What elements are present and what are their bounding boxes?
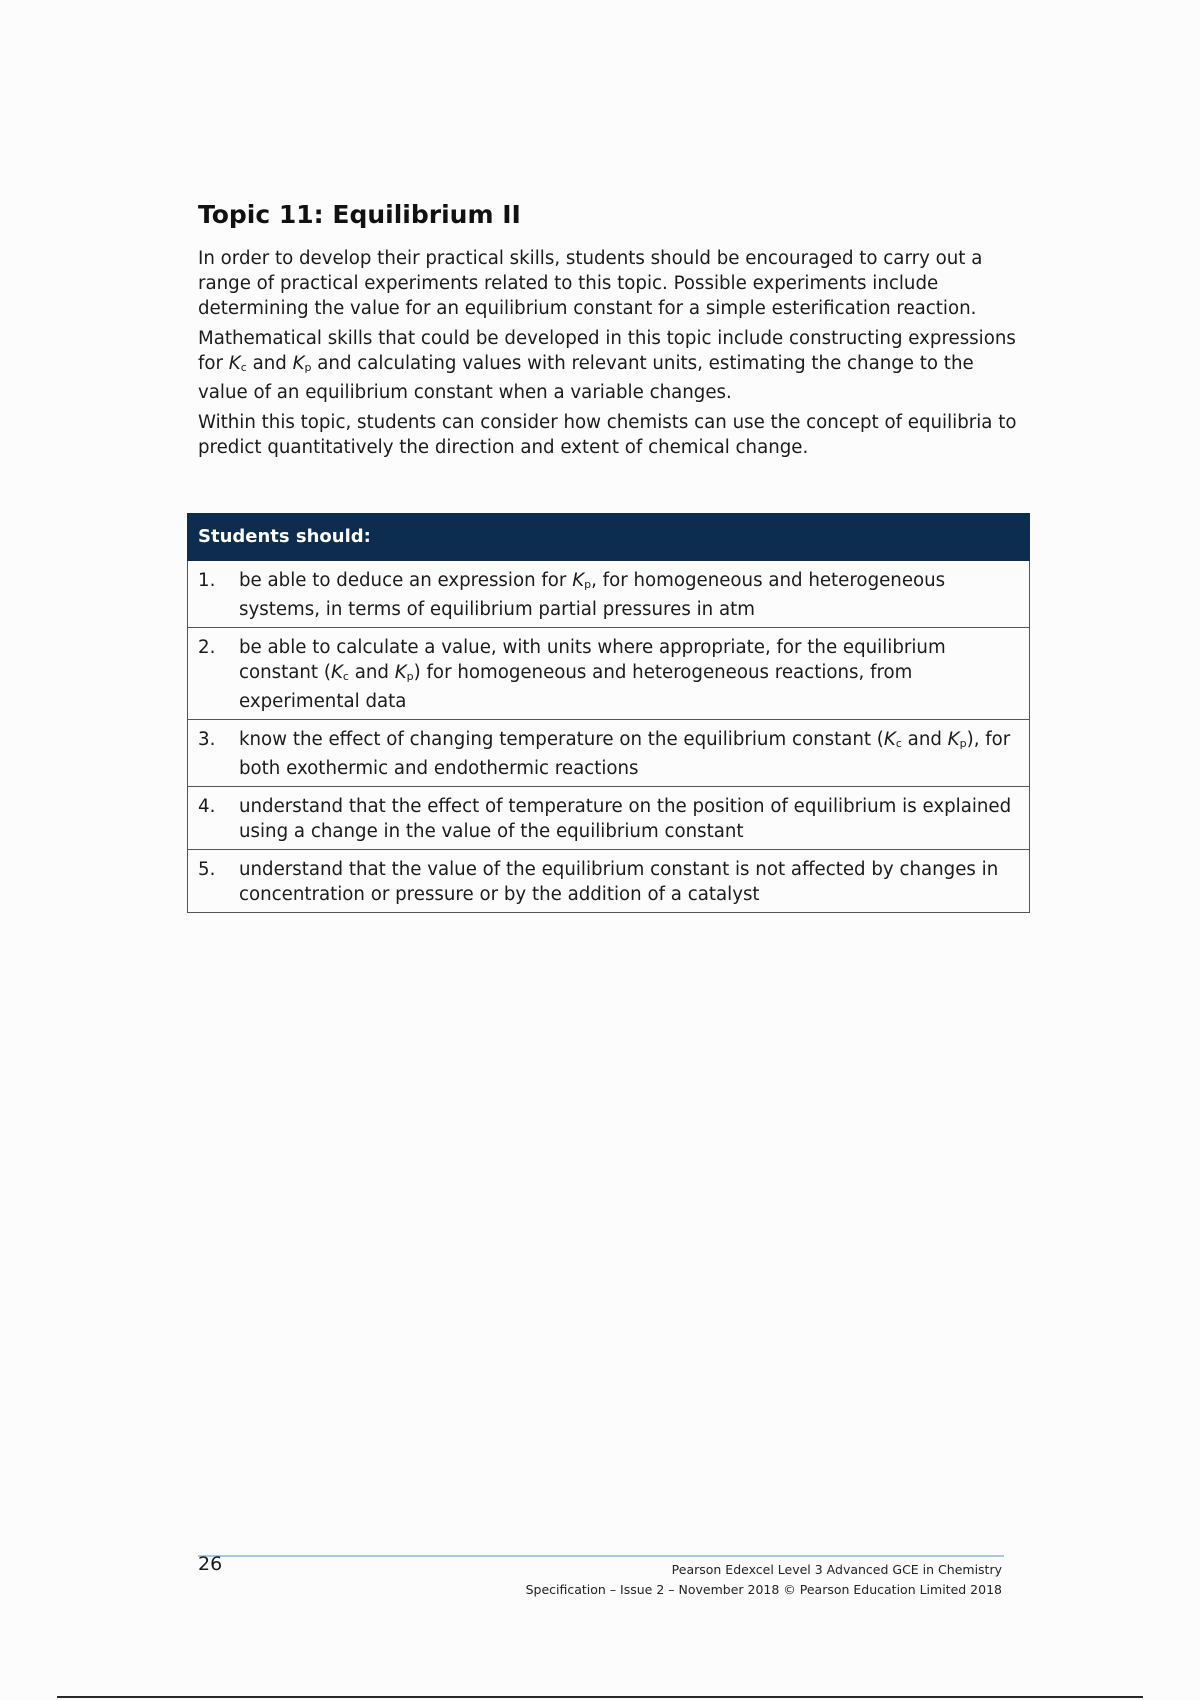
equilibrium-constant-symbol (948, 729, 967, 750)
intro-text (198, 246, 1018, 465)
kc-symbol (229, 353, 247, 374)
row-text (239, 727, 1019, 781)
equilibrium-constant-symbol (572, 570, 591, 591)
row-number: 2. (198, 637, 216, 658)
row-content (198, 727, 1019, 781)
kc-letter: K (228, 353, 241, 374)
row-text-segment: , for homogeneous and heterogeneous systems, in terms of equilibrium partial pressures in atm (239, 570, 946, 620)
footer-divider (198, 1555, 1004, 1557)
constant-subscript: c (342, 670, 349, 683)
footer-text (526, 1560, 1002, 1600)
intro-paragraph-mathematical (198, 326, 1018, 405)
constant-letter: K (572, 570, 585, 591)
constant-letter: K (947, 729, 960, 750)
intro-paragraph-concept: Within this topic, students can consider how chemists can use the concept of equilibria to predict quantitatively the direction and extent of chemical change. (198, 412, 1017, 458)
table-row (188, 787, 1030, 850)
constant-subscript: c (895, 737, 902, 750)
row-number: 4. (198, 796, 216, 817)
row-text-segment: and (901, 729, 948, 750)
bottom-rule (57, 1696, 1143, 1698)
row-content (198, 635, 1019, 714)
kp-symbol (293, 353, 312, 374)
footer-line-2: Specification – Issue 2 – November 2018 © Pearson Education Limited 2018 (525, 1582, 1002, 1597)
row-text (239, 568, 1019, 622)
equilibrium-constant-symbol (331, 662, 349, 683)
constant-letter: K (394, 662, 407, 683)
table-cell (188, 720, 1030, 787)
table-row (188, 850, 1030, 913)
row-text-segment: ) for homogeneous and heterogeneous reactions, from experimental data (239, 662, 913, 712)
intro-p2-text-b: and (246, 353, 293, 374)
table-row (188, 561, 1030, 628)
row-text-segment: be able to deduce an expression for (239, 570, 573, 591)
row-text-segment: know the effect of changing temperature on the equilibrium constant ( (239, 729, 884, 750)
page-title: Topic 11: Equilibrium II (198, 200, 521, 229)
row-number: 1. (198, 570, 216, 591)
intro-p2-text-a: Mathematical skills that could be developed in this topic include constructing expressions for (198, 328, 1016, 374)
row-number: 3. (198, 729, 216, 750)
constant-letter: K (330, 662, 343, 683)
kc-subscript: c (240, 361, 247, 374)
constant-subscript: p (584, 578, 592, 591)
row-content (198, 794, 1019, 844)
page-number: 26 (198, 1553, 223, 1575)
equilibrium-constant-symbol (884, 729, 902, 750)
constant-letter: K (883, 729, 896, 750)
footer-line-1: Pearson Edexcel Level 3 Advanced GCE in Chemistry (671, 1562, 1002, 1577)
constant-subscript: p (406, 670, 414, 683)
table-header-row (188, 514, 1030, 561)
kp-subscript: p (304, 361, 312, 374)
row-text-segment: be able to calculate a value, with units where appropriate, for the equilibrium constant ( (239, 637, 946, 683)
row-content (198, 568, 1019, 622)
kp-letter: K (292, 353, 305, 374)
intro-paragraph-practical: In order to develop their practical skills, students should be encouraged to carry out a range of practical experiments related to this topic. Possible experiments include determining the value for an equilibrium constant for a simple esterification reaction. (198, 248, 983, 319)
row-text-segment: ), for both exothermic and endothermic reactions (239, 729, 1011, 779)
table-header: Students should: (188, 514, 1030, 561)
table-row (188, 720, 1030, 787)
constant-subscript: p (959, 737, 967, 750)
row-text (239, 635, 1019, 714)
row-text: understand that the value of the equilibrium constant is not affected by changes in concentration or pressure or by the addition of a catalyst (239, 859, 999, 905)
learning-outcomes-table (187, 513, 1030, 913)
table-body (188, 561, 1030, 913)
table-cell (188, 787, 1030, 850)
row-text: understand that the effect of temperature on the position of equilibrium is explained using a change in the value of the equilibrium constant (239, 796, 1012, 842)
row-content (198, 857, 1019, 907)
intro-p2-text-c: and calculating values with relevant units, estimating the change to the value of an equilibrium constant when a variable changes. (198, 353, 974, 403)
table-cell (188, 628, 1030, 720)
table-cell (188, 850, 1030, 913)
table-row (188, 628, 1030, 720)
row-text-segment: and (348, 662, 395, 683)
equilibrium-constant-symbol (395, 662, 414, 683)
row-number: 5. (198, 859, 216, 880)
table-cell (188, 561, 1030, 628)
